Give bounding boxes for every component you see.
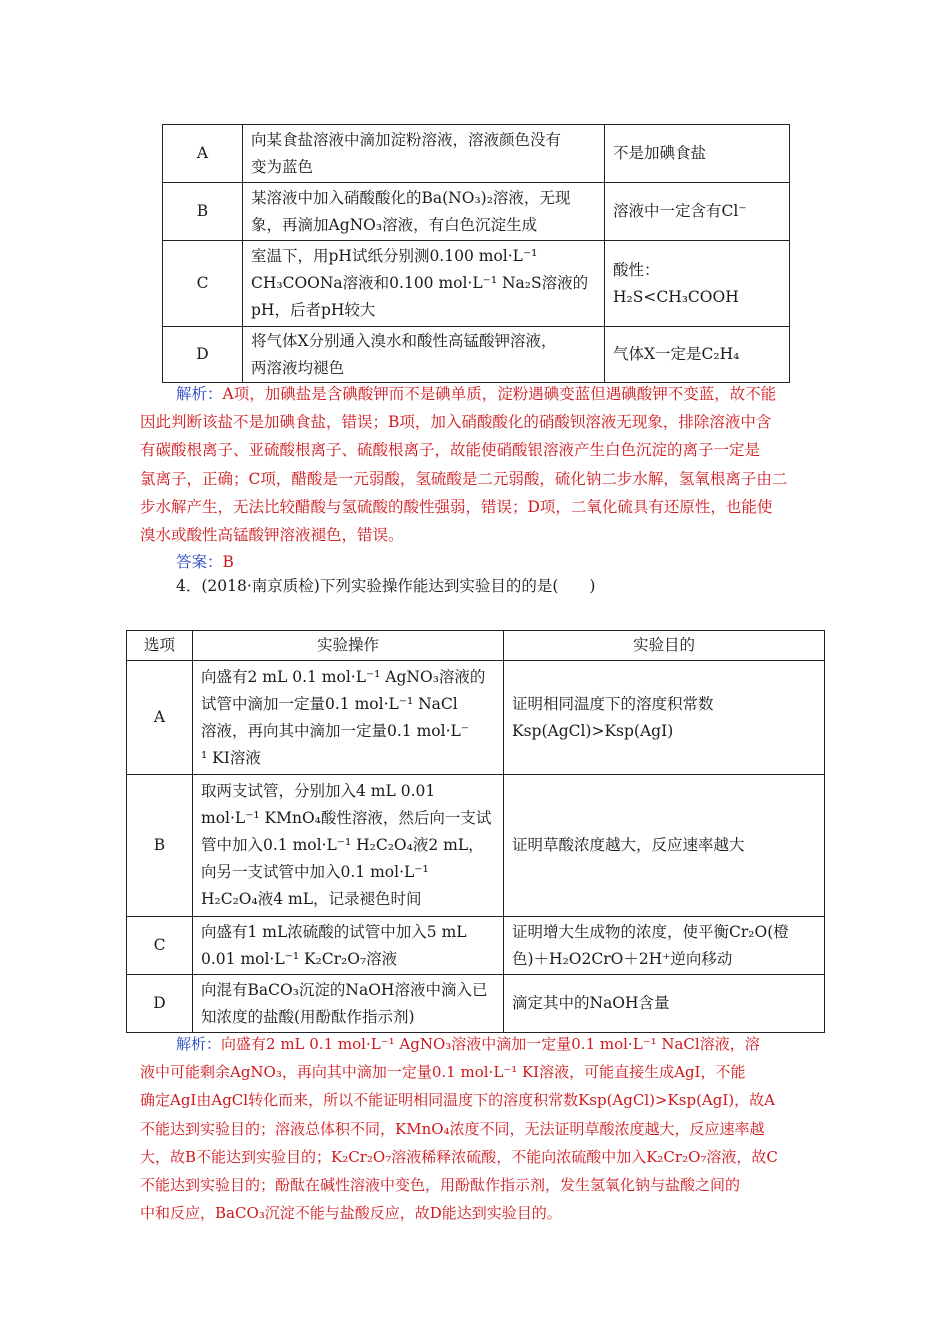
operation-cell	[193, 917, 504, 975]
analysis-label: 解析：	[176, 385, 223, 403]
text-line: 试管中滴加一定量0.1 mol·L⁻¹ NaCl	[201, 694, 458, 713]
operation-cell	[243, 241, 605, 327]
text-line: pH，后者pH较大	[251, 301, 376, 319]
text-line: ¹ KI溶液	[201, 748, 261, 767]
analysis-line: 解析：向盛有2 mL 0.1 mol·L⁻¹ AgNO₃溶液中滴加一定量0.1 mol·L⁻¹ NaCl溶液，溶	[176, 1035, 760, 1053]
text-line: 室温下，用pH试纸分别测0.100 mol·L⁻¹	[251, 247, 538, 265]
purpose-cell	[504, 975, 825, 1033]
operation-cell	[243, 327, 605, 383]
option-cell: B	[127, 775, 193, 917]
text-line: H₂C₂O₄液4 mL，记录褪色时间	[201, 890, 422, 908]
question-4: 4．(2018·南京质检)下列实验操作能达到实验目的的是( )	[176, 577, 596, 595]
column-header: 实验操作	[193, 631, 504, 661]
option-cell: A	[127, 661, 193, 775]
operation-cell	[193, 661, 504, 775]
analysis-line: 步水解产生，无法比较醋酸与氢硫酸的酸性强弱，错误；D项，二氧化硫具有还原性，也能使	[140, 497, 773, 516]
analysis-line: 确定AgI由AgCl转化而来，所以不能证明相同温度下的溶度积常数Ksp(AgCl)>Ksp(AgI)，故A	[140, 1091, 775, 1110]
text-line: 向另一支试管中加入0.1 mol·L⁻¹	[201, 863, 429, 881]
analysis-line: 因此判断该盐不是加碘食盐，错误；B项，加入硝酸酸化的硝酸钡溶液无现象，排除溶液中含	[140, 413, 772, 432]
table-row	[163, 183, 790, 241]
option-cell: C	[127, 917, 193, 975]
text-line: CH₃COONa溶液和0.100 mol·L⁻¹ Na₂S溶液的	[251, 274, 589, 292]
text-line: 证明草酸浓度越大，反应速率越大	[512, 836, 745, 854]
conclusion-cell: 不是加碘食盐	[605, 125, 790, 183]
answer-line	[176, 551, 234, 573]
text-line: mol·L⁻¹ KMnO₄酸性溶液，然后向一支试	[201, 809, 492, 827]
text-line: Ksp(AgCl)>Ksp(AgI)	[512, 721, 674, 740]
table-row	[127, 775, 825, 917]
text-line: 滴定其中的NaOH含量	[512, 994, 670, 1012]
purpose-cell	[504, 775, 825, 917]
table-row	[163, 241, 790, 327]
purpose-cell	[504, 917, 825, 975]
table-row	[127, 661, 825, 775]
analysis-line: 溴水或酸性高锰酸钾溶液褪色，错误。	[140, 526, 404, 545]
operation-cell	[193, 775, 504, 917]
text-line: 0.01 mol·L⁻¹ K₂Cr₂O₇溶液	[201, 949, 398, 968]
text-line: 象，再滴加AgNO₃溶液，有白色沉淀生成	[251, 215, 538, 234]
column-header: 实验目的	[504, 631, 825, 661]
text-line: 管中加入0.1 mol·L⁻¹ H₂C₂O₄液2 mL，	[201, 836, 484, 854]
answer-label: 答案：	[176, 553, 223, 571]
table-row	[163, 327, 790, 383]
conclusion-cell: 溶液中一定含有Cl⁻	[605, 183, 790, 241]
table-row	[127, 917, 825, 975]
analysis-paragraph-2	[140, 1030, 820, 1227]
column-header: 选项	[127, 631, 193, 661]
purpose-cell	[504, 661, 825, 775]
text-line: 色)＋H₂O2CrO＋2H⁺逆向移动	[512, 949, 733, 968]
analysis-line: 氯离子，正确；C项，醋酸是一元弱酸，氢硫酸是二元弱酸，硫化钠二步水解，氢氧根离子由二	[140, 469, 788, 488]
conclusion-cell: 气体X一定是C₂H₄	[605, 327, 790, 383]
option-cell: A	[163, 125, 243, 183]
text-line: 向盛有2 mL 0.1 mol·L⁻¹ AgNO₃溶液的	[201, 667, 486, 686]
text-line: 溶液，再向其中滴加一定量0.1 mol·L⁻	[201, 721, 469, 740]
text-line: 向某食盐溶液中滴加淀粉溶液，溶液颜色没有	[251, 130, 562, 149]
experiment-table-2	[126, 630, 825, 1033]
analysis-line: 中和反应，BaCO₃沉淀不能与盐酸反应，故D能达到实验目的。	[140, 1204, 562, 1223]
text-line: 知浓度的盐酸(用酚酞作指示剂)	[201, 1007, 415, 1026]
text-line: 变为蓝色	[251, 157, 314, 176]
table-row	[163, 125, 790, 183]
answer-value: B	[222, 553, 234, 571]
table-header-row	[127, 631, 825, 661]
analysis-line: 解析：A项，加碘盐是含碘酸钾而不是碘单质，淀粉遇碘变蓝但遇碘酸钾不变蓝，故不能	[176, 385, 777, 403]
text-line: 取两支试管，分别加入4 mL 0.01	[201, 782, 436, 800]
text-line: 将气体X分别通入溴水和酸性高锰酸钾溶液，	[251, 331, 557, 350]
analysis-label: 解析：	[176, 1035, 222, 1053]
analysis-line: 有碳酸根离子、亚硫酸根离子、硫酸根离子，故能使硝酸银溶液产生白色沉淀的离子一定是	[140, 441, 761, 460]
analysis-line: 大，故B不能达到实验目的；K₂Cr₂O₇溶液稀释浓硫酸，不能向浓硫酸中加入K₂Cr₂O₇溶液，故C	[140, 1147, 778, 1166]
analysis-line: 不能达到实验目的；酚酞在碱性溶液中变色，用酚酞作指示剂，发生氢氧化钠与盐酸之间的	[140, 1176, 741, 1195]
option-cell: C	[163, 241, 243, 327]
option-cell: D	[127, 975, 193, 1033]
text-line: 两溶液均褪色	[251, 358, 345, 377]
operation-cell	[243, 183, 605, 241]
option-cell: D	[163, 327, 243, 383]
text-line: 证明相同温度下的溶度积常数	[512, 694, 714, 713]
analysis-paragraph-1	[140, 380, 820, 549]
text-line: 某溶液中加入硝酸酸化的Ba(NO₃)₂溶液，无现	[251, 188, 571, 207]
text-line: 证明增大生成物的浓度，使平衡Cr₂O(橙	[512, 922, 789, 941]
analysis-line: 不能达到实验目的；溶液总体积不同，KMnO₄浓度不同，无法证明草酸浓度越大，反应速率越	[140, 1119, 765, 1138]
operation-cell	[193, 975, 504, 1033]
operation-cell	[243, 125, 605, 183]
analysis-line: 液中可能剩余AgNO₃，再向其中滴加一定量0.1 mol·L⁻¹ KI溶液，可能直接生成AgI，不能	[140, 1063, 746, 1082]
conclusion-cell: 酸性：H₂S<CH₃COOH	[605, 241, 790, 327]
text-line: 向盛有1 mL浓硫酸的试管中加入5 mL	[201, 922, 467, 941]
experiment-table-1	[162, 124, 790, 383]
option-cell: B	[163, 183, 243, 241]
text-line: 向混有BaCO₃沉淀的NaOH溶液中滴入已	[201, 980, 488, 999]
table-row	[127, 975, 825, 1033]
